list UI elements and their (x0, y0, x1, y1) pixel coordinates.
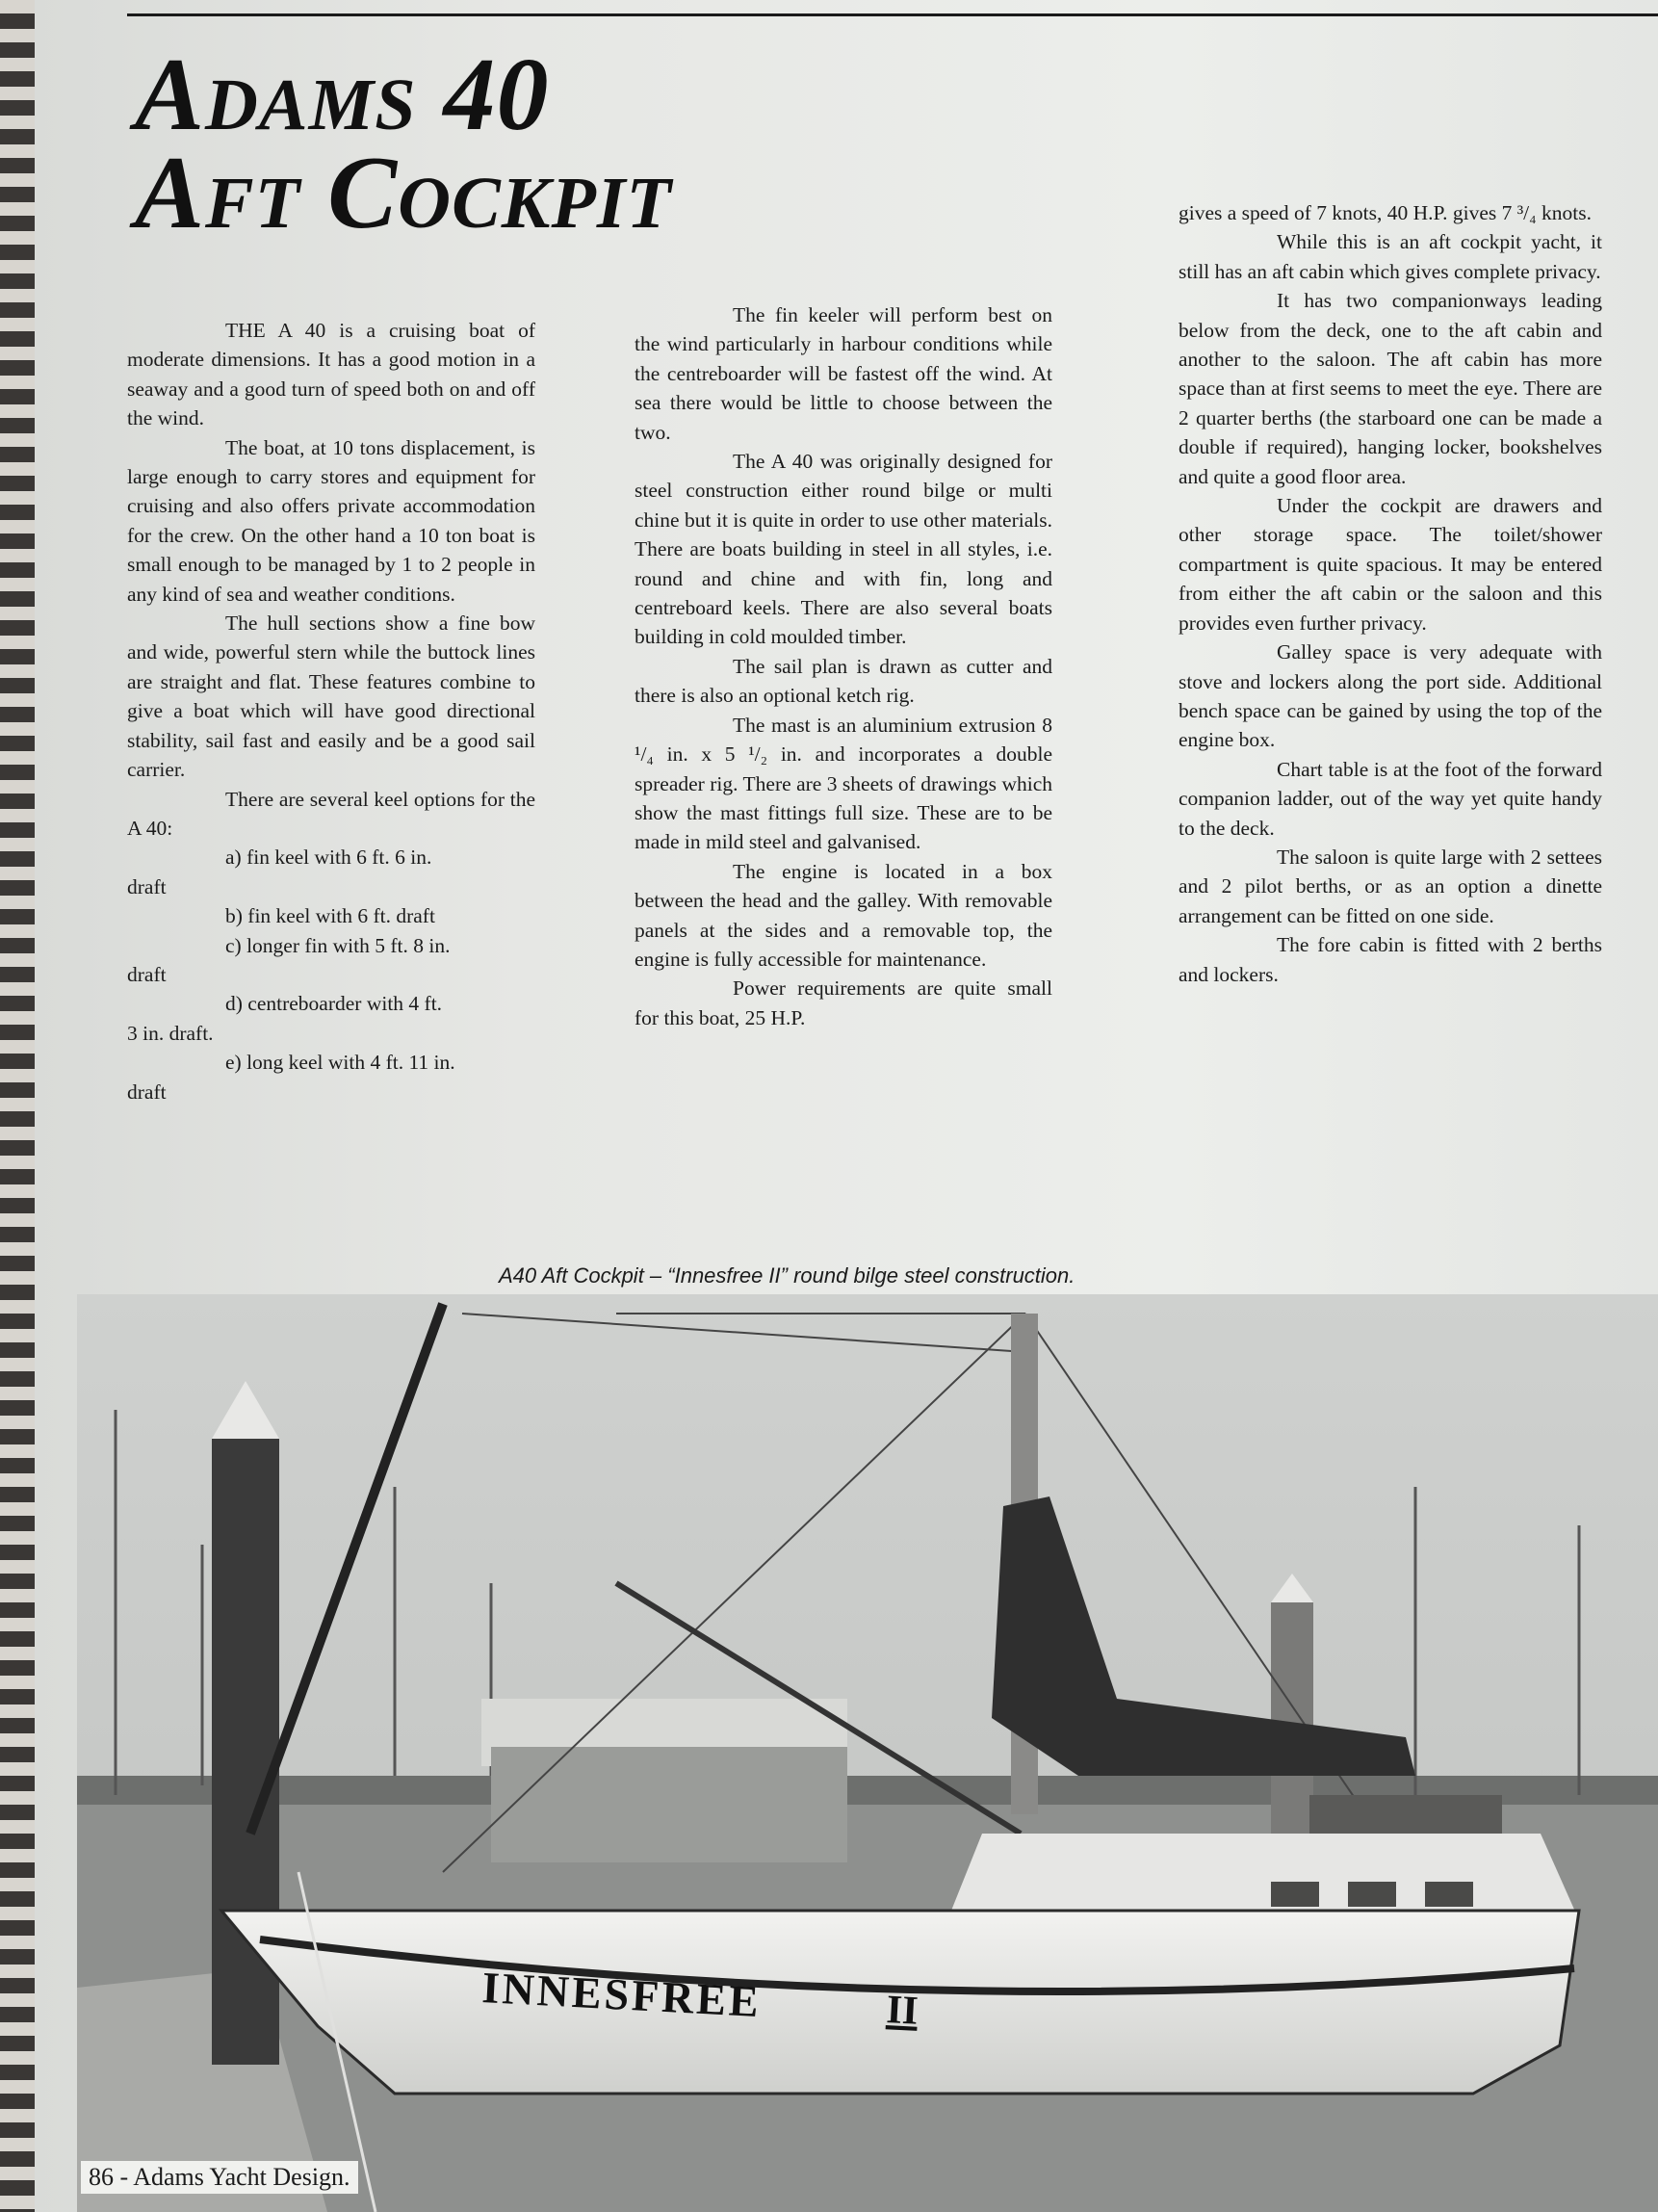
cabin-portlights (1271, 1882, 1473, 1907)
magazine-page (35, 0, 1658, 2212)
keel-option-d: d) centreboarder with 4 ft. (225, 992, 443, 1016)
keel-option-a: a) fin keel with 6 ft. 6 in. (225, 846, 432, 870)
paragraph: The fore cabin is fitted with 2 berths and lockers. (1179, 933, 1602, 986)
paragraph: While this is an aft cockpit yacht, it still has an aft cabin which gives complete privacy. (1179, 230, 1602, 283)
paragraph: The fin keeler will perform best on the wind particularly in harbour conditions while the centreboarder will be fastest off the wind. At sea there would be little to choose between the two. (635, 303, 1052, 444)
hull-name-suffix: II (885, 1988, 920, 2034)
title-line-2: Aft Cockpit (135, 136, 672, 250)
paragraph: The A 40 was originally designed for steel construction either round bilge or multi chine but it is quite in order to use other materials. There are boats building in steel in all styles, i.e. round and chine and with fin, long and centreboard keels. There are also several boats building in cold moulded timber. (635, 450, 1052, 649)
paragraph: There are several keel options for the A 40: (127, 787, 535, 840)
keel-option-b: b) fin keel with 6 ft. draft (225, 904, 435, 928)
keel-option-d-cont: 3 in. draft. (127, 1021, 214, 1045)
paragraph: Under the cockpit are drawers and other storage space. The toilet/shower compartment is quite spacious. It may be entered from either the aft cabin or the saloon and this provides even further privacy. (1179, 494, 1602, 635)
text-column-1 (127, 316, 535, 1106)
title-line-1: Adams 40 (135, 38, 550, 152)
page-binding-edge (0, 0, 35, 2212)
text-column-3 (1179, 198, 1602, 989)
paragraph: Power requirements are quite small for this boat, 25 H.P. (635, 976, 1052, 1029)
paragraph: Chart table is at the foot of the forward companion ladder, out of the way yet quite handy to the deck. (1179, 757, 1602, 840)
photo-caption: A40 Aft Cockpit – “Innesfree II” round bilge steel construction. (499, 1263, 1075, 1288)
page-footer: 86 - Adams Yacht Design. (81, 2161, 358, 2194)
paragraph: The boat, at 10 tons displacement, is large enough to carry stores and equipment for cruising and also offers private accommodation for the crew. On the other hand a 10 ton boat is small enough to be managed by 1 to 2 people in any kind of sea and weather conditions. (127, 435, 535, 606)
paragraph: gives a speed of 7 knots, 40 H.P. gives 7 ³/₄ knots. (1179, 201, 1592, 224)
paragraph: The hull sections show a fine bow and wide, powerful stern while the buttock lines are straight and flat. These features combine to give a boat which will have good directional stability, sail fast and easily and be a good sail carrier. (127, 612, 535, 782)
paragraph: THE A 40 is a cruising boat of moderate dimensions. It has a good motion in a seaway and a good turn of speed both on and off the wind. (127, 319, 535, 430)
keel-option-e-cont: draft (127, 1080, 167, 1104)
keel-option-c: c) longer fin with 5 ft. 8 in. (225, 933, 451, 957)
keel-option-a-cont: draft (127, 874, 167, 898)
yacht-photo (77, 1294, 1658, 2212)
wharf-shed (491, 1747, 847, 1862)
hull-name: INNESFREE (480, 1963, 764, 2027)
page-title (135, 38, 672, 250)
paragraph: The saloon is quite large with 2 settees and 2 pilot berths, or as an option a dinette arrangement can be fitted on one side. (1179, 845, 1602, 927)
paragraph: The engine is located in a box between the head and the galley. With removable panels at the sides and a removable top, the engine is fully accessible for maintenance. (635, 859, 1052, 971)
top-rule (127, 13, 1658, 16)
paragraph: It has two companionways leading below from the deck, one to the aft cabin and another to the saloon. The aft cabin has more space than at first seems to meet the eye. There are 2 quarter berths (the starboard one can be made a double if required), hanging locker, bookshelves and quite a good floor area. (1179, 289, 1602, 488)
paragraph: Galley space is very adequate with stove and lockers along the port side. Additional bench space can be gained by using the top of the engine box. (1179, 640, 1602, 752)
keel-option-c-cont: draft (127, 962, 167, 986)
text-column-2 (635, 300, 1052, 1032)
keel-option-e: e) long keel with 4 ft. 11 in. (225, 1051, 455, 1075)
paragraph: The mast is an aluminium extrusion 8 ¹/₄ in. x 5 ¹/₂ in. and incorporates a double spreader rig. There are 3 sheets of drawings which show the mast fittings full size. These are to be made in mild steel and galvanised. (635, 713, 1052, 854)
paragraph: The sail plan is drawn as cutter and there is also an optional ketch rig. (635, 654, 1052, 708)
